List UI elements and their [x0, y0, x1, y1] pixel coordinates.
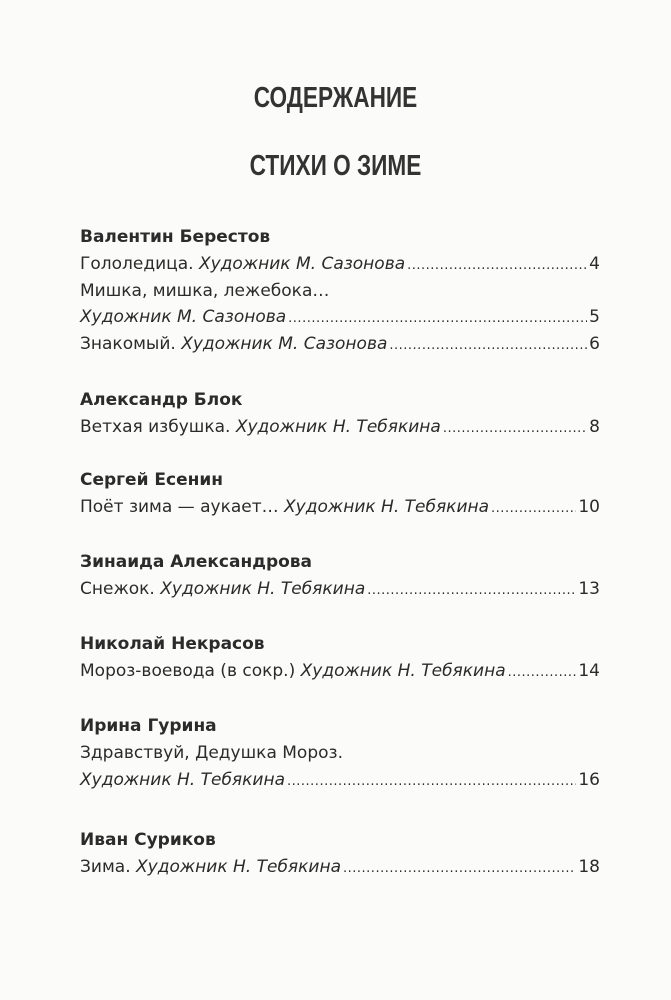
- dot-leader: [389, 331, 587, 360]
- toc-section: [80, 387, 600, 441]
- toc-entry[interactable]: [80, 576, 600, 603]
- toc-section: [80, 631, 600, 685]
- author-name: Зинаида Александрова: [80, 552, 313, 572]
- entry-artist: Художник Н. Тебякина: [300, 661, 506, 681]
- entry-title: Знакомый.: [80, 333, 176, 354]
- entry-title: Снежок.: [80, 579, 155, 599]
- entry-title: Мишка, мишка, лежебока…: [80, 280, 330, 301]
- entry-artist: Художник Н. Тебякина: [235, 417, 441, 437]
- dot-leader: [508, 658, 577, 687]
- toc-entry[interactable]: [80, 331, 600, 358]
- dot-leader: [343, 854, 576, 883]
- entry-title: Зима.: [80, 857, 131, 877]
- page-number: 14: [578, 661, 600, 681]
- toc-entry-title-line[interactable]: [80, 278, 600, 305]
- dot-leader: [287, 767, 576, 796]
- author-name: Иван Суриков: [80, 830, 216, 850]
- page-number: 8: [589, 417, 600, 437]
- toc-section: [80, 224, 600, 357]
- toc-entry[interactable]: [80, 854, 600, 881]
- author-name: Валентин Берестов: [80, 227, 271, 247]
- section-title: СТИХИ О ЗИМЕ: [249, 150, 422, 182]
- entry-artist: Художник М. Сазонова: [80, 307, 287, 327]
- entry-artist: Художник Н. Тебякина: [284, 497, 490, 517]
- dot-leader: [407, 251, 587, 280]
- entry-artist: Художник М. Сазонова: [198, 254, 406, 274]
- dot-leader: [491, 494, 576, 523]
- toc-entry[interactable]: [80, 414, 600, 441]
- page-number: 16: [578, 769, 600, 790]
- page-number: 6: [589, 333, 600, 354]
- toc-entry[interactable]: [80, 304, 600, 331]
- entry-title: Ветхая избушка.: [80, 417, 231, 437]
- page-number: 5: [589, 307, 600, 327]
- author-name: Александр Блок: [80, 390, 243, 410]
- toc-entry-title-line[interactable]: [80, 740, 600, 767]
- entry-title: Мороз-воевода (в сокр.): [80, 661, 296, 681]
- dot-leader: [443, 414, 587, 443]
- toc-section: [80, 827, 600, 881]
- page-number: 10: [578, 497, 600, 517]
- page-number: 4: [589, 254, 600, 274]
- page-title: СОДЕРЖАНИЕ: [253, 82, 418, 114]
- entry-artist: Художник Н. Тебякина: [80, 769, 286, 790]
- author-name: Николай Некрасов: [80, 634, 265, 654]
- toc-entry[interactable]: [80, 767, 600, 794]
- entry-artist: Художник М. Сазонова: [181, 333, 388, 354]
- entry-artist: Художник Н. Тебякина: [160, 579, 366, 599]
- dot-leader: [367, 576, 576, 605]
- entry-artist: Художник Н. Тебякина: [136, 857, 342, 877]
- toc-entry[interactable]: [80, 251, 600, 278]
- toc-section: [80, 467, 600, 521]
- page-number: 18: [578, 857, 600, 877]
- entry-title: Гололедица.: [80, 254, 194, 274]
- toc-entry[interactable]: [80, 658, 600, 685]
- toc-section: [80, 713, 600, 793]
- author-name: Ирина Гурина: [80, 716, 217, 736]
- toc-section: [80, 549, 600, 603]
- dot-leader: [288, 304, 587, 333]
- entry-title: Поёт зима — аукает…: [80, 497, 279, 517]
- page-number: 13: [578, 579, 600, 599]
- toc-entry[interactable]: [80, 494, 600, 521]
- entry-title: Здравствуй, Дедушка Мороз.: [80, 743, 343, 763]
- author-name: Сергей Есенин: [80, 470, 224, 490]
